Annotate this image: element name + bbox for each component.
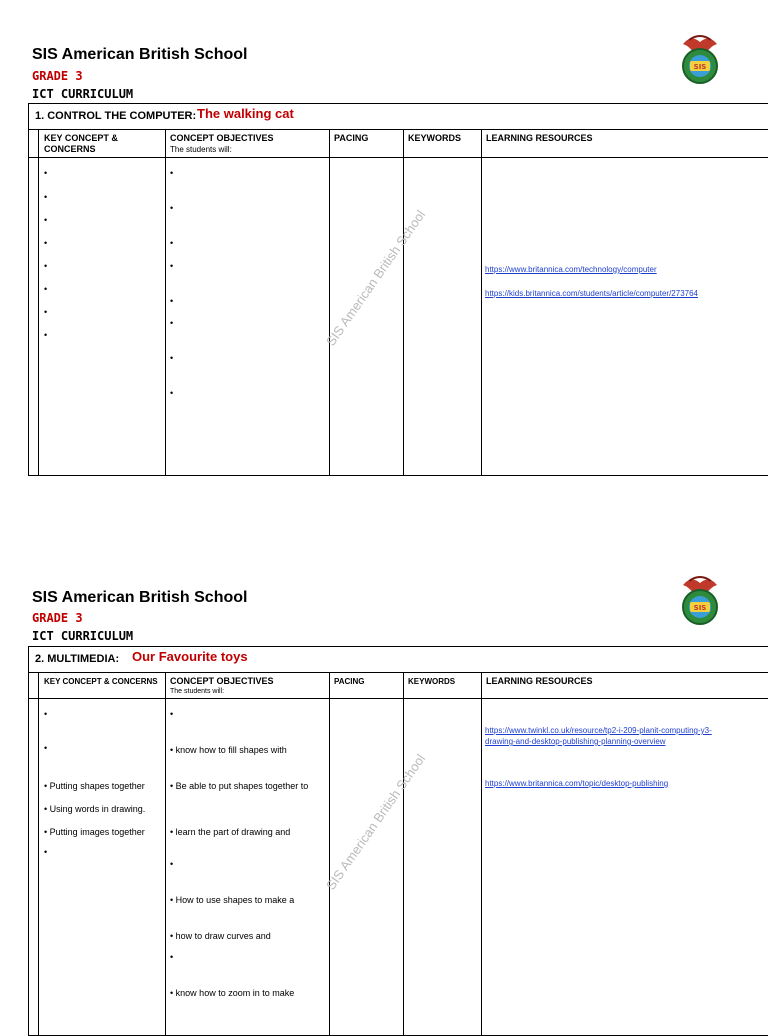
bullet: • xyxy=(170,952,174,962)
bullet: • xyxy=(44,215,48,225)
school-logo xyxy=(673,573,727,627)
school-name: SIS American British School xyxy=(32,589,248,606)
column-divider xyxy=(481,129,482,475)
column-divider xyxy=(403,129,404,475)
bullet: • xyxy=(170,238,174,248)
curriculum-table-2 xyxy=(28,646,768,1036)
bullet: • xyxy=(170,318,174,328)
resource-link[interactable]: https://kids.britannica.com/students/article/computer/273764 xyxy=(485,289,698,298)
key-concept-item: • Putting images together xyxy=(44,827,145,837)
bullet: • xyxy=(44,261,48,271)
column-divider xyxy=(329,672,330,1035)
section-label-2: 2. MULTIMEDIA: xyxy=(35,653,120,665)
header-keywords: KEYWORDS xyxy=(408,677,456,686)
header-pacing: PACING xyxy=(334,133,369,143)
header-keywords: KEYWORDS xyxy=(408,133,462,143)
school-logo xyxy=(673,32,727,86)
header-key-concept: KEY CONCEPT & CONCERNS xyxy=(44,677,158,686)
header-learning-resources: LEARNING RESOURCES xyxy=(486,133,593,143)
objective-item: • know how to zoom in to make xyxy=(170,988,295,998)
bullet: • xyxy=(44,307,48,317)
bullet: • xyxy=(170,203,174,213)
objective-item: • Be able to put shapes together to xyxy=(170,781,309,791)
header-divider xyxy=(29,698,768,699)
bullet: • xyxy=(170,261,174,271)
bullet: • xyxy=(170,168,174,178)
bullet: • xyxy=(170,388,174,398)
curriculum-label: ICT CURRICULUM xyxy=(32,629,134,643)
objective-item: • learn the part of drawing and xyxy=(170,827,291,837)
svg-text:SIS: SIS xyxy=(693,63,707,71)
header-concept-objectives: CONCEPT OBJECTIVES xyxy=(170,133,274,143)
watermark: SIS American British School xyxy=(323,751,429,893)
bullet: • xyxy=(44,284,48,294)
bullet: • xyxy=(44,743,48,753)
page-1 xyxy=(0,0,768,500)
header-learning-resources: LEARNING RESOURCES xyxy=(486,676,593,686)
section-header-2 xyxy=(29,647,768,673)
bullet: • xyxy=(170,296,174,306)
bullet: • xyxy=(44,709,48,719)
header-divider xyxy=(29,157,768,158)
key-concept-item: • Putting shapes together xyxy=(44,781,145,791)
grade-label: GRADE 3 xyxy=(32,69,83,83)
header-pacing: PACING xyxy=(334,677,365,686)
section-label-1: 1. CONTROL THE COMPUTER: xyxy=(35,110,197,122)
resource-link[interactable]: https://www.britannica.com/topic/desktop-publishing xyxy=(485,779,669,788)
header-key-concept: KEY CONCEPT & CONCERNS xyxy=(44,133,118,154)
column-divider xyxy=(38,672,39,1035)
bullet: • xyxy=(170,353,174,363)
objective-item: • how to draw curves and xyxy=(170,931,271,941)
header-students-will: The students will: xyxy=(170,145,232,154)
column-divider xyxy=(165,672,166,1035)
resource-link[interactable]: https://www.britannica.com/technology/computer xyxy=(485,265,657,274)
column-divider xyxy=(329,129,330,475)
curriculum-table-1 xyxy=(28,103,768,476)
column-divider xyxy=(38,129,39,475)
watermark: SIS American British School xyxy=(323,207,429,349)
objective-item: • How to use shapes to make a xyxy=(170,895,295,905)
column-divider xyxy=(165,129,166,475)
bullet: • xyxy=(44,192,48,202)
curriculum-label: ICT CURRICULUM xyxy=(32,87,134,101)
bullet: • xyxy=(44,330,48,340)
section-title-1: The walking cat xyxy=(197,106,294,121)
column-divider xyxy=(481,672,482,1035)
bullet: • xyxy=(44,238,48,248)
bullet: • xyxy=(170,859,174,869)
column-divider xyxy=(403,672,404,1035)
section-header-1 xyxy=(29,104,768,130)
svg-text:SIS: SIS xyxy=(693,604,707,612)
grade-label: GRADE 3 xyxy=(32,611,83,625)
header-students-will: The students will: xyxy=(170,688,225,695)
section-title-2: Our Favourite toys xyxy=(132,649,248,664)
header-concept-objectives: CONCEPT OBJECTIVES xyxy=(170,676,274,686)
resource-link[interactable]: https://www.twinkl.co.uk/resource/tp2-i-209-planit-computing-y3-drawing-and-desktop-publishing-planning-overview xyxy=(485,726,712,746)
school-name: SIS American British School xyxy=(32,46,248,63)
objective-item: • know how to fill shapes with xyxy=(170,745,287,755)
key-concept-item: • Using words in drawing. xyxy=(44,804,146,814)
bullet: • xyxy=(44,168,48,178)
bullet: • xyxy=(170,709,174,719)
bullet: • xyxy=(44,847,48,857)
